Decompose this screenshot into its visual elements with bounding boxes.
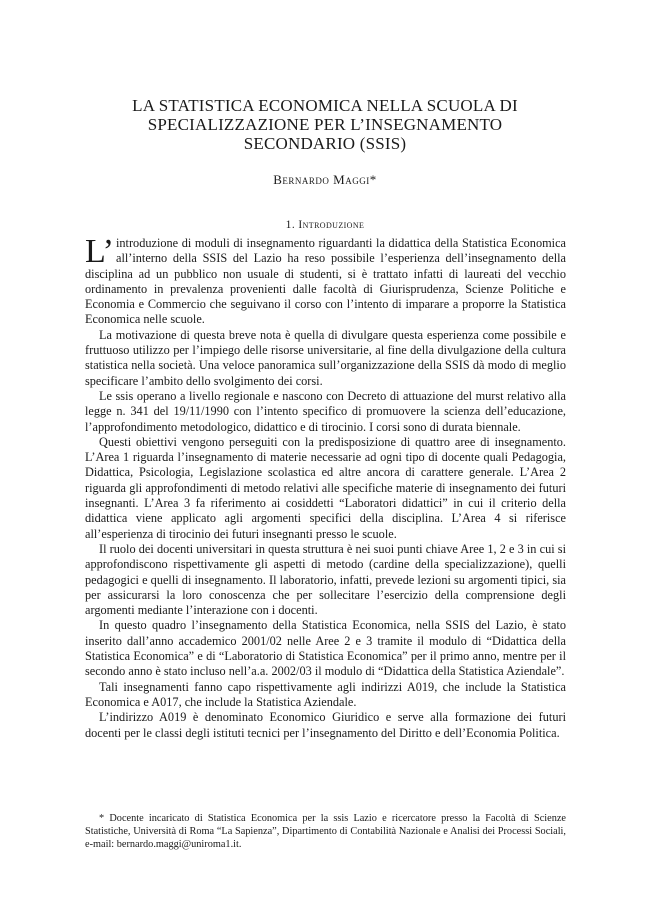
title-line-3: SECONDARIO (SSIS) bbox=[243, 134, 407, 153]
paragraph-1 bbox=[85, 233, 566, 328]
paragraph-1-text: introduzione di moduli di insegnamento riguardanti la didattica della Statistica Economica all’interno della SSIS del Lazio ha reso possibile l’esperienza dell’insegnamento della disciplina ad un pubblico non usuale di studenti, si è trattato infatti di laureati del vecchio ordinamento in prevalenza provenienti dalle facoltà di Giurisprudenza, Scienze Politiche e Economia e Commercio che seguivano il corso con l’intento di imparare a proporre la Statistica Economica nelle scuole. bbox=[85, 236, 566, 327]
paragraph-7: Tali insegnamenti fanno capo rispettivamente agli indirizzi A019, che include la Statistica Economica e A017, che include la Statistica Aziendale. bbox=[85, 679, 566, 709]
paragraph-5: Il ruolo dei docenti universitari in questa struttura è nei suoi punti chiave Aree 1, 2 e 3 in cui si approfondiscono rispettivamente gli aspetti di metodo (cardine della specializzazione), quelli pedagogici e quelli di insegnamento. Il laboratorio, infatti, prevede lezioni su argomenti tipici, sia per assicurarsi la loro conoscenza che per sollecitare l’esercizio della comprensione degli argomenti mediante l’interazione con i docenti. bbox=[85, 541, 566, 618]
author-name: Bernardo Maggi* bbox=[273, 172, 377, 187]
footnote bbox=[85, 812, 566, 851]
title-line-1: LA STATISTICA ECONOMICA NELLA SCUOLA DI bbox=[132, 96, 518, 115]
footnote-text: * Docente incaricato di Statistica Economica per la ssis Lazio e ricercatore presso la Facoltà di Scienze Statistiche, Università di Roma “La Sapienza”, Dipartimento di Contabilità Nazionale e Analisi dei Processi Sociali, e-mail: bernardo.maggi@uniroma1.it. bbox=[85, 813, 566, 850]
section-heading: 1. Introduzione bbox=[285, 219, 365, 231]
paragraph-8: L’indirizzo A019 è denominato Economico Giuridico e serve alla formazione dei futuri docenti per le classi degli istituti tecnici per l’insegnamento del Diritto e dell’Economia Politica. bbox=[85, 710, 566, 740]
paragraph-4: Questi obiettivi vengono perseguiti con la predisposizione di quattro aree di insegnamento. L’Area 1 riguarda l’insegnamento di materie necessarie ad ogni tipo di docente quali Pedagogia, Didattica, Psicologia, Legislazione scolastica ed altre ancora di carattere generale. L’Area 2 riguarda gli approfondimenti di metodo relativi alle specifiche materie di insegnamento dei futuri insegnanti. L’Area 3 fa riferimento ai cosiddetti “Laboratori didattici” in cui il criterio della didattica viene applicato agli argomenti specifici della disciplina. L’Area 4 si riferisce all’esperienza di tirocinio dei futuri insegnanti presso le scuole. bbox=[85, 434, 566, 541]
body-text bbox=[85, 233, 566, 741]
drop-cap: L’ bbox=[85, 233, 114, 270]
paragraph-3: Le ssis operano a livello regionale e nascono con Decreto di attuazione del murst relativo alla legge n. 341 del 19/11/1990 con l’intento specifico di promuovere la scienza dell’educazione, l’approfondimento metodologico, didattico e di tirocinio. I corsi sono di durata biennale. bbox=[85, 388, 566, 434]
paragraph-6: In questo quadro l’insegnamento della Statistica Economica, nella SSIS del Lazio, è stato inserito dall’anno accademico 2001/02 nelle Aree 2 e 3 tramite il modulo di “Didattica della Statistica Economica” e di “Laboratorio di Statistica Economica” per il primo anno, mentre per il secondo anno è stato incluso nell’a.a. 2002/03 il modulo di “Didattica della Statistica Aziendale”. bbox=[85, 618, 566, 679]
title-line-2: SPECIALIZZAZIONE PER L’INSEGNAMENTO bbox=[147, 115, 503, 134]
paper-title bbox=[60, 96, 590, 153]
paragraph-2: La motivazione di questa breve nota è quella di divulgare questa esperienza come possibile e fruttuoso utilizzo per l’impiego delle risorse universitarie, al fine della divulgazione della cultura statistica nella società. Una veloce panoramica sull’organizzazione della SSIS dà modo di meglio specificare l’ambito dello svolgimento dei corsi. bbox=[85, 327, 566, 388]
